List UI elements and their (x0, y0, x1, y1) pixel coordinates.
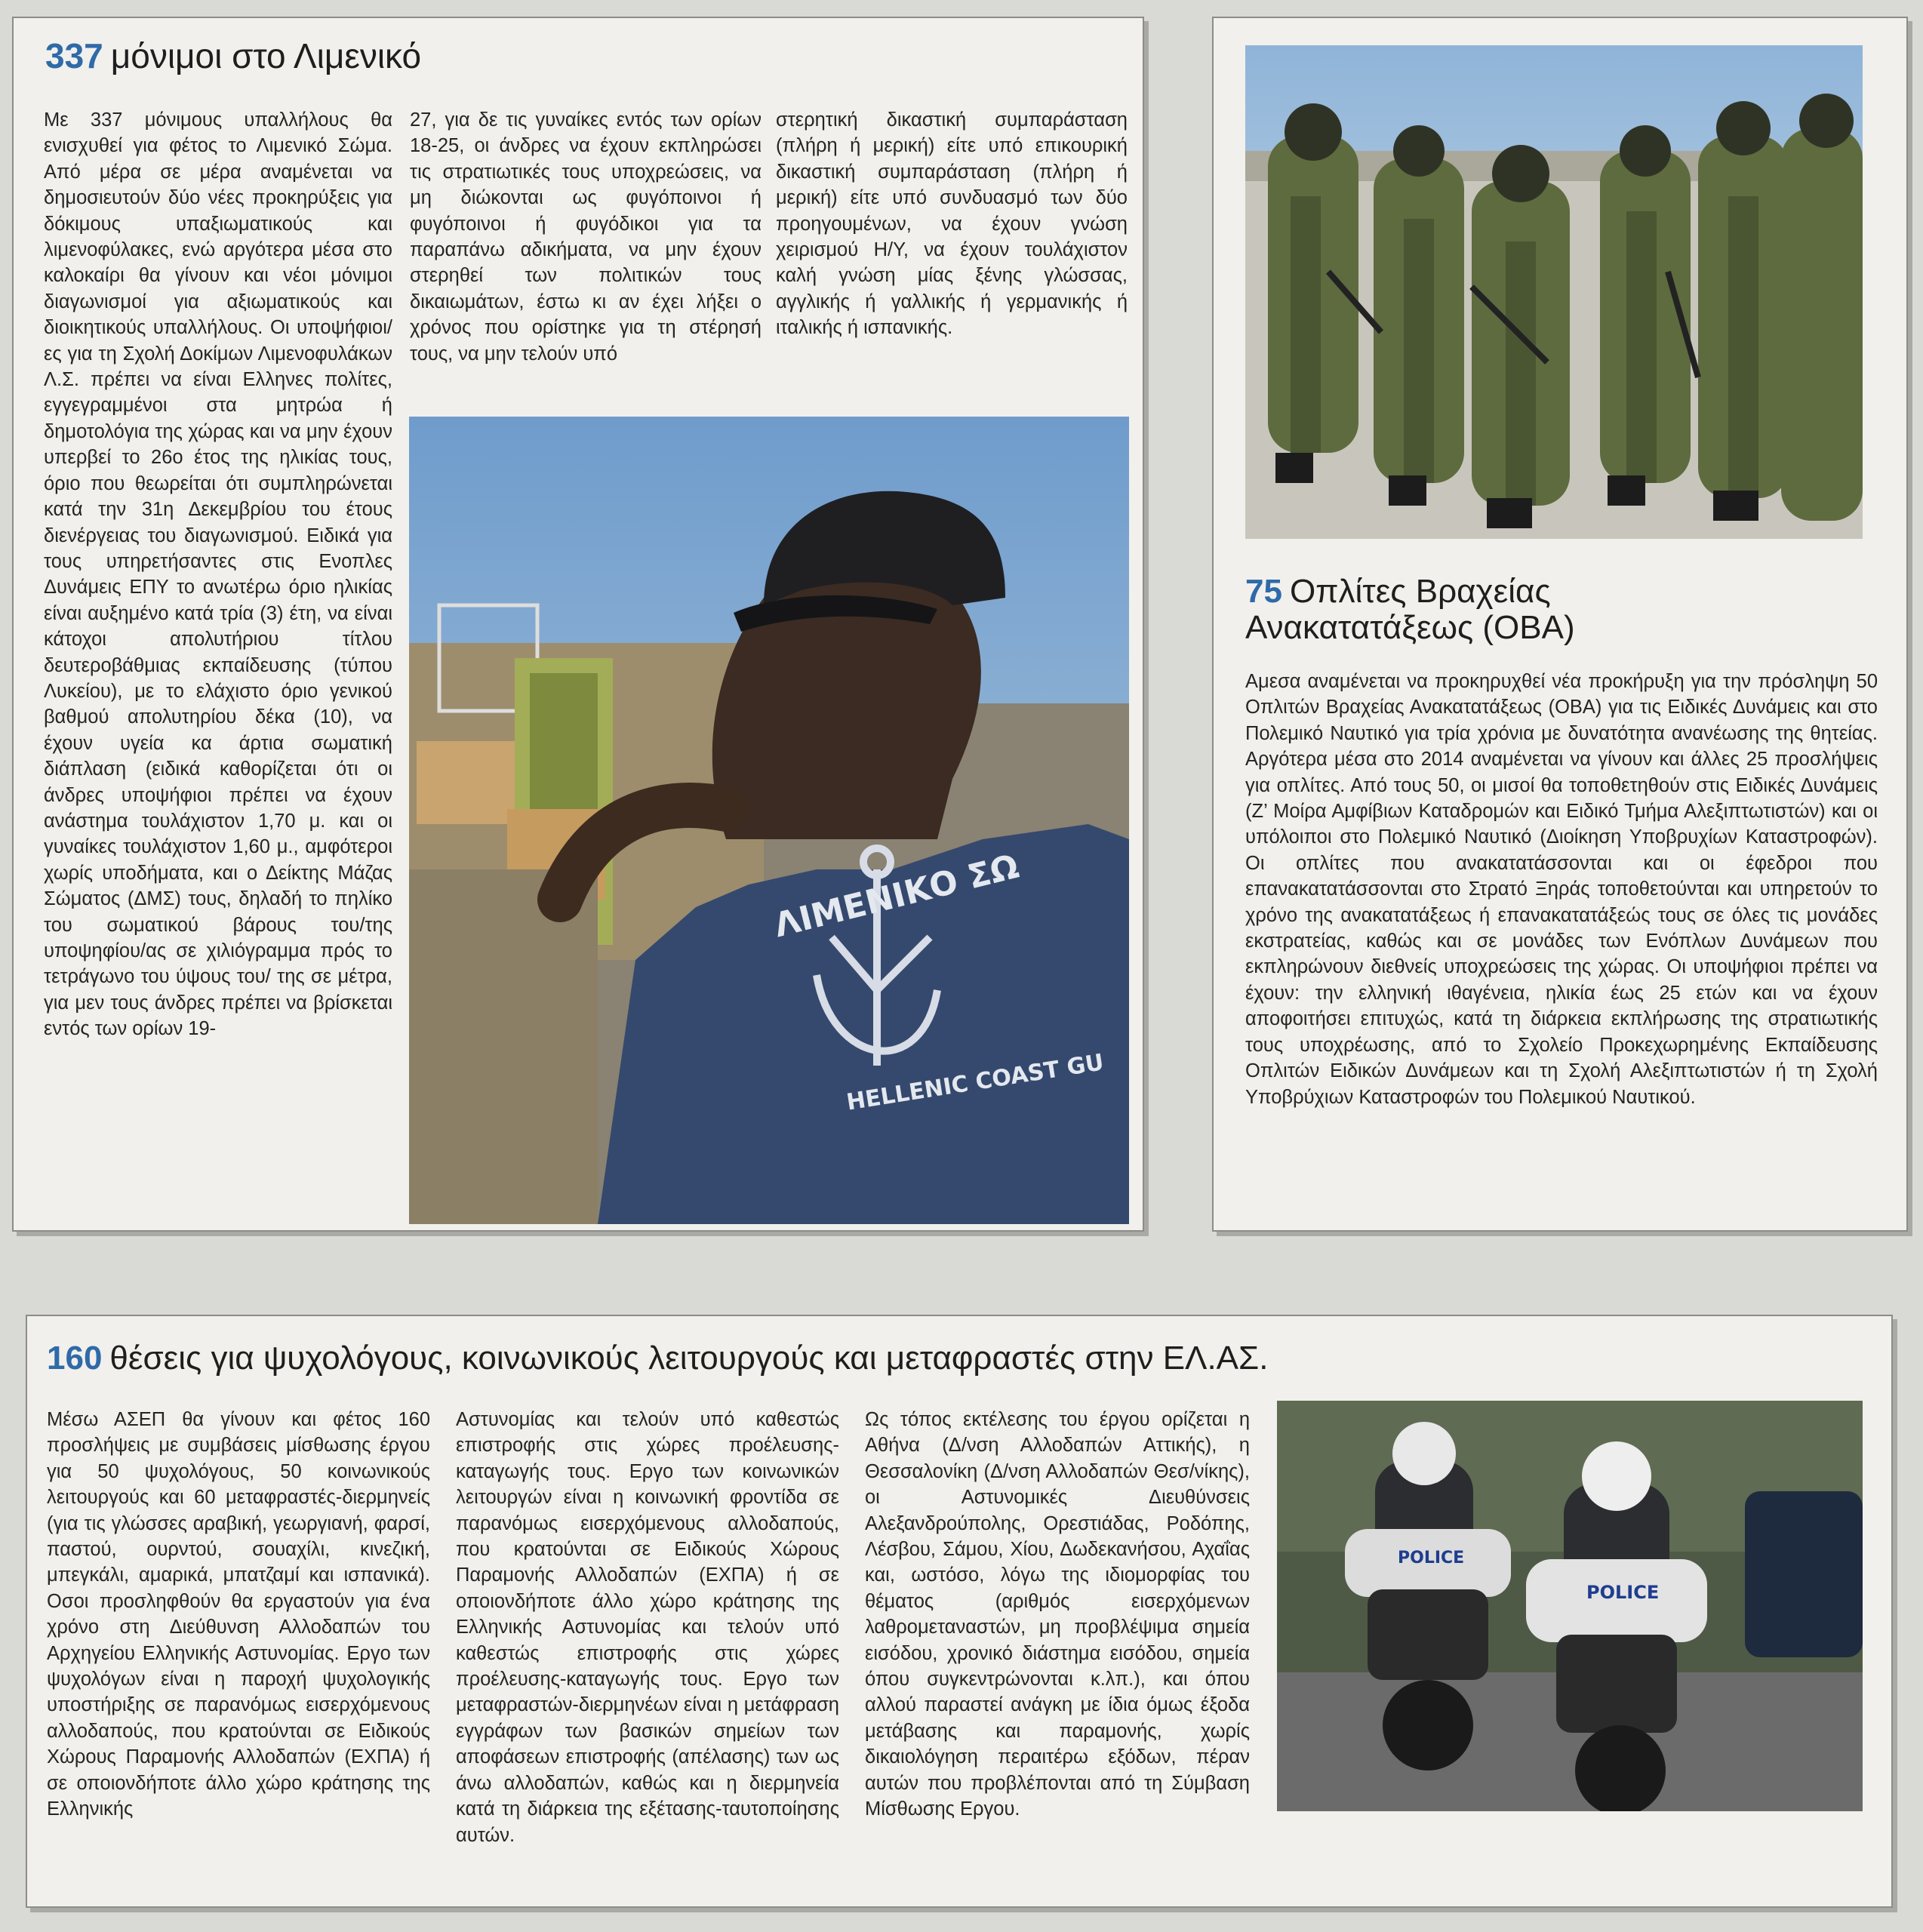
article-body: Αμεσα αναμένεται να προκηρυχθεί νέα προκήρυξη για την πρόσληψη 50 Οπλιτών Βραχείας Ανακατατάξεως (ΟΒΑ) για τις Ειδικές Δυνάμεις και στο Πολεμικό Ναυτικό για τρία χρόνια με δυνατότητα ανανέωσης της θητείας. Αργότερα μέσα στο 2014 αναμένεται να γίνουν και άλλες 25 προσλήψεις για οπλίτες. Από τους 50, οι μισοί θα τοποθετηθούν στις Ειδικές Δυνάμεις (Ζ’ Μοίρα Αμφίβιων Καταδρομών και Ειδικό Τμήμα Αλεξιπτωτιστών) και οι υπόλοιποι στο Πολεμικό Ναυτικό (Διοίκηση Υποβρυχίων Καταστροφών). Οι οπλίτες που ανακατατάσσονται και οι έφεδροι που επανακατατάσσονται στο Στρατό Ξηράς τοποθετούνται και υπηρετούν το χρόνο της ανακατατάξεως ή επανακατατάξεώς τους σε όλες τις μονάδες εκστρατείας, καθώς και σε μονάδες των Ενόπλων Δυνάμεων που εκπληρώνουν διεθνείς υποχρεώσεις της χώρας. Οι υποψήφιοι πρέπει να έχουν: την ελληνική ιθαγένεια, ηλικία έως 25 ετών και να έχουν αποφοιτήσει επιτυχώς, κατά τη διάρκεια εκπλήρωσης της στρατιωτικής τους υποχρέωσης, από το Σχολείο Προκεχωρημένης Εκπαίδευσης Οπλιτών Ειδικών Δυνάμεων και τη Σχολή Αλεξιπτωτιστών ή τη Σχολή Υποβρύχιων Καταστροφών του Πολεμικού Ναυτικού. (1245, 671, 1878, 1108)
article-column-2: Αστυνομίας και τελούν υπό καθεστώς επιστροφής στις χώρες προέλευσης-καταγωγής τους. Εργο των κοινωνικών λειτουργών είναι η κοινωνική φροντίδα σε παρανόμως εισερχόμενους αλλοδαπούς, που κρατούνται σε Ειδικούς Χώρους Παραμονής Αλλοδαπών (ΕΧΠΑ) ή σε οποιονδήποτε άλλο χώρο κράτησης της Ελληνικής Αστυνομίας και τελούν υπό καθεστώς επιστροφής στις χώρες προέλευσης-καταγωγής τους. Εργο των μεταφραστών-διερμηνέων είναι η μετάφραση εγγράφων των βασικών σημείων των αποφάσεων επιστροφής (απέλασης) των ως άνω αλλοδαπών, καθώς και η διερμηνεία κατά τη διάρκεια της εξέτασης-ταυτοποίησης αυτών. (456, 1409, 839, 1846)
article-title (1245, 574, 1575, 645)
article-column-1: Με 337 μόνιμους υπαλλήλους θα ενισχυθεί για φέτος το Λιμενικό Σώμα. Από μέρα σε μέρα αναμένεται να δημοσιευτούν δύο νέες προκηρύξεις για δόκιμους υπαξιωματικούς και λιμενοφύλακες, ενώ αργότερα μέσα στο καλοκαίρι θα γίνουν και νέοι μόνιμοι διαγωνισμοί για αξιωματικούς και διοικητικούς υπαλλήλους. Οι υποψήφιοι/ες για τη Σχολή Δοκίμων Λιμενοφυλάκων Λ.Σ. πρέπει να είναι Ελληνες πολίτες, εγγεγραμμένοι στα μητρώα ή δημοτολόγια της χώρας και να μην έχουν υπερβεί το 26ο έτος της ηλικίας τους, όριο που θεωρείται ότι συμπληρώνεται κατά την 31η Δεκεμβρίου του έτους διενέργειας του διαγωνισμού. Ειδικά για τους υπηρετήσαντες στις Ενοπλες Δυνάμεις ΕΠΥ το ανωτέρω όριο ηλικίας είναι αυξημένο κατά τρία (3) έτη, να είναι κάτοχοι απολυτήριου τίτλου δευτεροβάθμιας εκπαίδευσης (τύπου Λυκείου), με το ελάχιστο όριο γενικού βαθμού απολυτηρίου δέκα (10), να έχουν υγεία κα άρτια σωματική διάπλαση (ειδικά καθορίζεται ότι οι άνδρες υποψήφιοι πρέπει να έχουν ανάστημα τουλάχιστον 1,70 μ. και οι γυναίκες τουλάχιστον 1,60 μ., αμφότεροι χωρίς υποδήματα, και ο Δείκτης Μάζας Σώματος (ΔΜΣ) τους, δηλαδή το πηλίκο του σωματικού βάρους του/της υποψηφίου/ας σε χιλιόγραμμα πρός το τετράγωνο του ύψους του/ της σε μέτρα, για μεν τους άνδρες πρέπει να βρίσκεται εντός των ορίων 19- (44, 109, 392, 1040)
article-oba (1212, 17, 1908, 1232)
headline-line-1: Οπλίτες Βραχείας (1289, 573, 1551, 610)
article-column-3: στερητική δικαστική συμπαράσταση (πλήρη ή μερική) είτε υπό επικουρική δικαστική συμπαράσταση (πλήρη ή μερική) είτε υπό συνδυασμό των δύο προηγουμένων, να έχουν γνώση χειρισμού Η/Υ, να έχουν τουλάχιστον καλή γνώση μίας ξένης γλώσσας, αγγλικής ή γαλλικής ή γερμανικής ή ιταλικής ή ισπανικής. (776, 109, 1128, 339)
police-motorcycles-photo (1277, 1401, 1863, 1811)
article-title (45, 38, 421, 75)
motorcycle-label-left: POLICE (1398, 1549, 1465, 1567)
headline-text: θέσεις για ψυχολόγους, κοινωνικούς λειτουργούς και μεταφραστές στην ΕΛ.ΑΣ. (109, 1340, 1269, 1377)
article-title (47, 1340, 1268, 1377)
headline-number: 75 (1245, 573, 1282, 610)
article-police (26, 1315, 1893, 1908)
shirt-text-top: ΛΙΜΕΝΙΚΟ ΣΩ (770, 847, 1023, 946)
article-coast-guard (12, 17, 1144, 1232)
headline-number: 337 (45, 36, 103, 75)
article-column-2: 27, για δε τις γυναίκες εντός των ορίων 18-25, οι άνδρες να έχουν εκπληρώσει τις στρατιωτικές τους υποχρεώσεις, να μη διώκονται ως φυγόποινοι ή φυγόποινοι ή φυγόδικοι για τα παραπάνω αδικήματα, να μην έχουν στερηθεί των πολιτικών τους δικαιωμάτων, έστω κι αν έχει λήξει ο χρόνος που ορίστηκε για τη στέρησή τους, να μην τελούν υπό (410, 109, 762, 365)
article-column-1: Μέσω ΑΣΕΠ θα γίνουν και φέτος 160 προσλήψεις με συμβάσεις μίσθωσης έργου για 50 ψυχολόγους, 50 κοινωνικούς λειτουργούς και 60 μεταφραστές-διερμηνείς (για τις γλώσσες αραβική, γεωργιανή, φαρσί, παστού, ουρντού, σουαχίλι, κινεζική, μπεγκάλι, αμαρικά, μπατζαμί και ισπανικά). Οσοι προσληφθούν θα εργαστούν για ένα χρόνο στη Διεύθυνση Αλλοδαπών του Αρχηγείου Ελληνικής Αστυνομίας. Εργο των ψυχολόγων είναι η παροχή ψυχολογικής υποστήριξης σε παρανόμως εισερχόμενους αλλοδαπούς, που κρατούνται σε Ειδικούς Χώρους Παραμονής Αλλοδαπών (ΕΧΠΑ) ή σε οποιονδήποτε άλλο χώρο κράτησης της Ελληνικής (47, 1409, 430, 1820)
shirt-text-bottom: HELLENIC COAST GU (845, 1049, 1106, 1116)
soldiers-photo (1245, 45, 1863, 539)
article-column-3: Ως τόπος εκτέλεσης του έργου ορίζεται η Αθήνα (Δ/νση Αλλοδαπών Αττικής), η Θεσσαλονίκη (Δ/νση Αλλοδαπών Θεσ/νίκης), οι Αστυνομικές Διευθύνσεις Αλεξανδρούπολης, Ορεστιάδας, Ροδόπης, Λέσβου, Σάμου, Χίου, Δωδεκανήσου, Αχαΐας και, ωστόσο, λόγω της ιδιομορφίας του θέματος (αριθμός εισερχόμενων λαθρομεταναστών, μη προβλέψιμα σημεία εισόδου, χρονικό διάστημα εισόδου, σημεία όπου συγκεντρώνονται κ.λπ.), και όπου αλλού παραστεί ανάγκη με ίδια όμως έξοδα μετάβασης και παραμονής, χωρίς δικαιολόγηση περαιτέρω εξόδων, πέραν αυτών που προβλέπονται από τη Σύμβαση Μίσθωσης Εργου. (865, 1409, 1250, 1820)
headline-text: μόνιμοι στο Λιμενικό (110, 36, 422, 75)
headline-line-2: Ανακατατάξεως (ΟΒΑ) (1245, 608, 1575, 646)
coast-guard-photo (409, 417, 1129, 1224)
headline-number: 160 (47, 1340, 103, 1377)
motorcycle-label-right: POLICE (1586, 1582, 1660, 1603)
